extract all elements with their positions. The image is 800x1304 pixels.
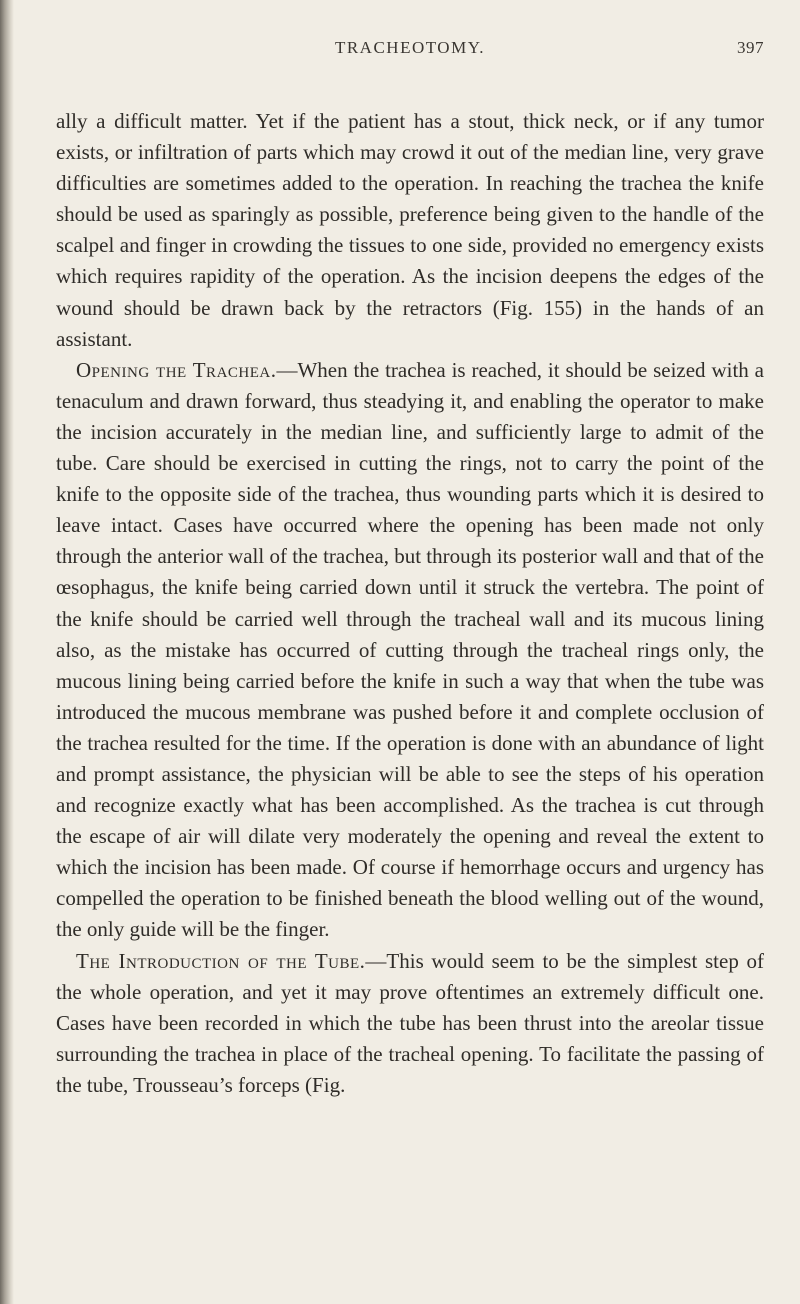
paragraph-continuation	[56, 106, 764, 355]
body-text	[56, 106, 764, 1101]
section-heading-introduction-of-the-tube: The Introduction of the Tube.	[76, 948, 366, 973]
book-page	[56, 38, 764, 1101]
paragraph-introduction-of-the-tube	[56, 946, 764, 1101]
page-binding-edge	[0, 0, 14, 1304]
page-number: 397	[737, 38, 764, 57]
paragraph-text: —This would seem to be the simplest step of the whole operation, and yet it may prove oftentimes an extremely difficult one. Cases have been recorded in which the tube has been thrust into the areolar tissue surrounding the trachea in place of the tracheal opening. To facilitate the passing of the tube, Trousseau’s forceps (Fig.	[56, 948, 764, 1097]
section-heading-opening-the-trachea: Opening the Trachea.	[76, 357, 277, 382]
paragraph-text: —When the trachea is reached, it should be seized with a tenaculum and drawn forward, thus steadying it, and enabling the operator to make the incision accurately in the median line, and sufficiently large to admit of the tube. Care should be exercised in cutting the rings, not to carry the point of the knife to the opposite side of the trachea, thus wounding parts which it is desired to leave intact. Cases have occurred where the opening has been made not only through the anterior wall of the trachea, but through its posterior wall and that of the œsophagus, the knife being carried down until it struck the vertebra. The point of the knife should be carried well through the tracheal wall and its mucous lining also, as the mistake has occurred of cutting through the tracheal rings only, the mucous lining being carried before the knife in such a way that when the tube was introduced the mucous membrane was pushed before it and complete occlusion of the trachea resulted for the time. If the operation is done with an abundance of light and prompt assistance, the physician will be able to see the steps of his operation and recognize exactly what has been accomplished. As the trachea is cut through the escape of air will dilate very moderately the opening and reveal the extent to which the incision has been made. Of course if hemorrhage occurs and urgency has compelled the operation to be finished beneath the blood welling out of the wound, the only guide will be the finger.	[56, 357, 764, 942]
running-header	[56, 38, 764, 72]
paragraph-opening-the-trachea	[56, 355, 764, 946]
running-title: TRACHEOTOMY.	[334, 38, 486, 57]
paragraph-text: ally a difficult matter. Yet if the patient has a stout, thick neck, or if any tumor exists, or infiltration of parts which may crowd it out of the median line, very grave difficulties are sometimes added to the operation. In reaching the trachea the knife should be used as sparingly as possible, preference being given to the handle of the scalpel and finger in crowding the tissues to one side, provided no emergency exists which requires rapidity of the operation. As the incision deepens the edges of the wound should be drawn back by the retractors (Fig. 155) in the hands of an assistant.	[56, 109, 764, 351]
